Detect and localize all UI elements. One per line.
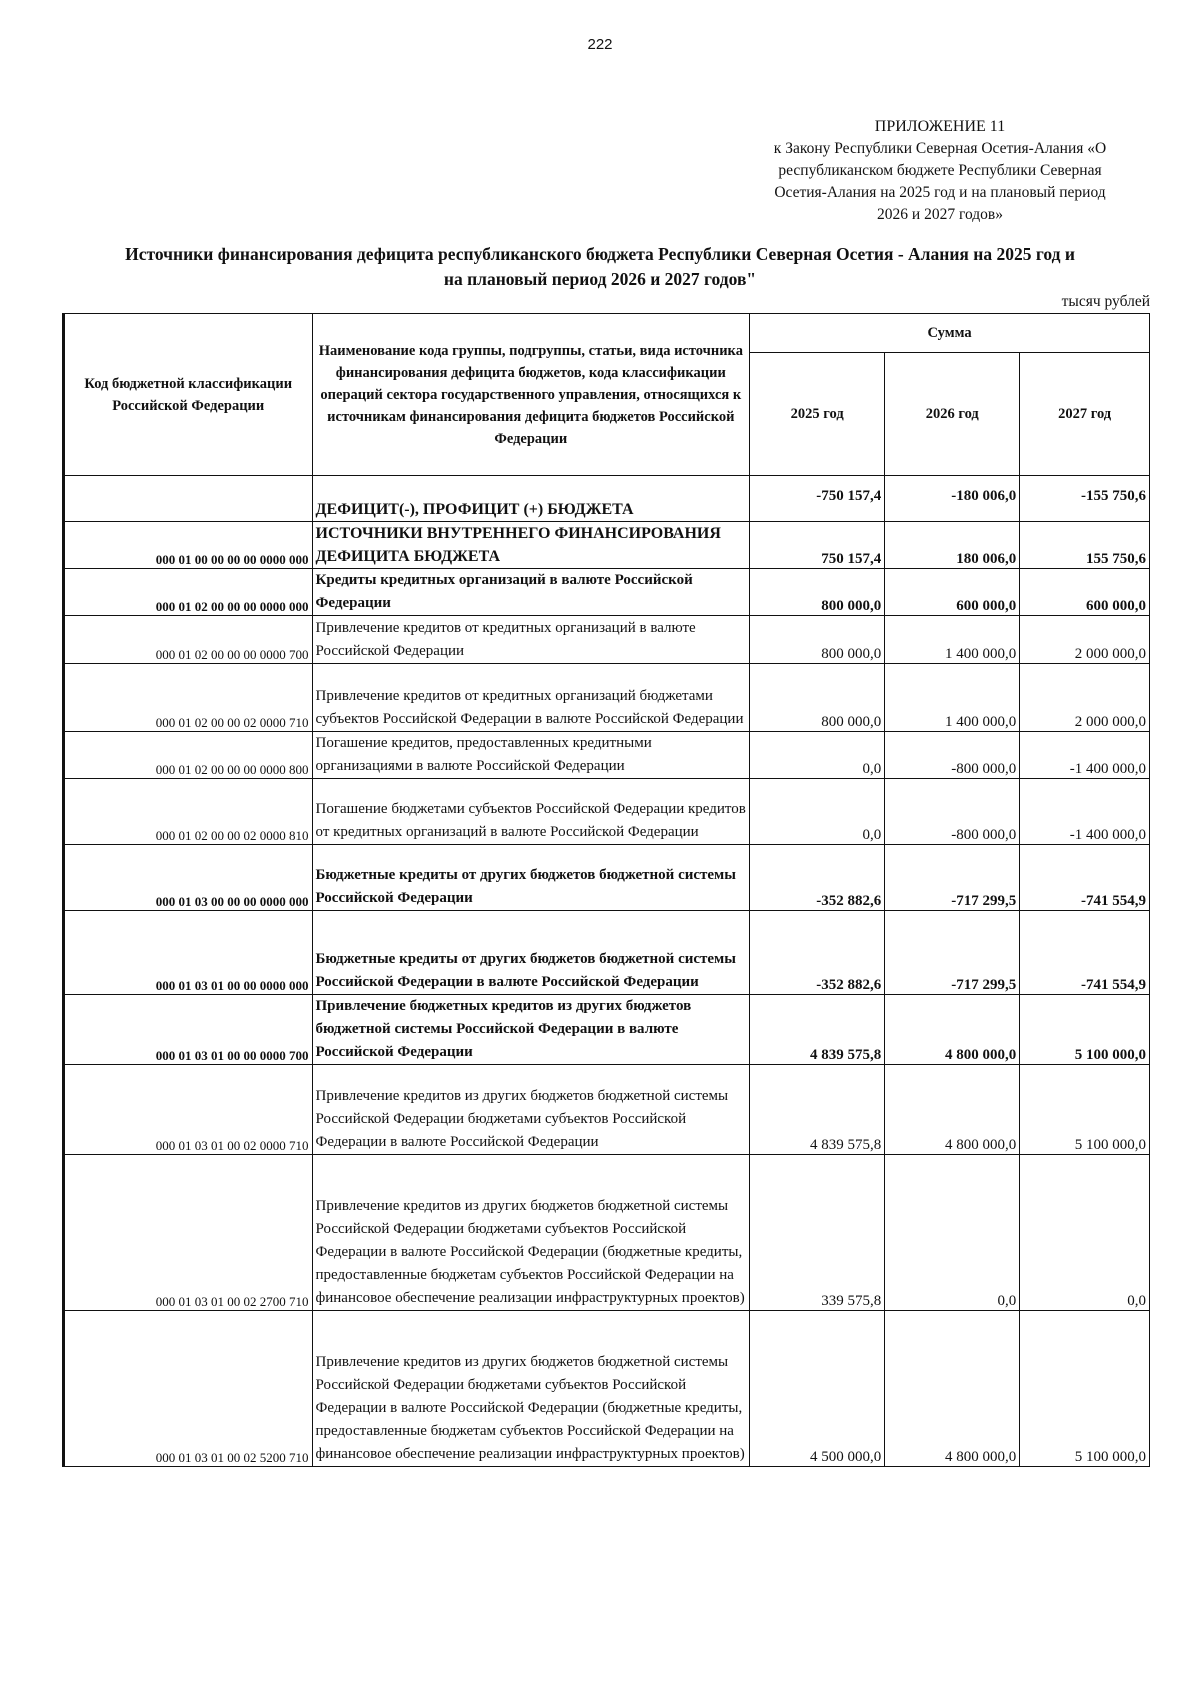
cell-2026: -717 299,5 (885, 845, 1020, 911)
cell-2027: -741 554,9 (1020, 845, 1150, 911)
appendix-line: республиканском бюджете Республики Северная (778, 162, 1102, 179)
appendix-line: к Закону Республики Северная Осетия-Алания «О (773, 140, 1107, 157)
cell-2026: 4 800 000,0 (885, 1311, 1020, 1467)
cell-name: Привлечение кредитов от кредитных организаций бюджетами субъектов Российской Федерации в валюте Российской Федерации (312, 664, 750, 732)
table-row (64, 845, 1150, 911)
table-row (64, 664, 1150, 732)
table-row (64, 476, 1150, 522)
cell-name: Привлечение кредитов из других бюджетов бюджетной системы Российской Федерации бюджетами субъектов Российской Федерации в валюте Российской Федерации (бюджетные кредиты, предоставленные бюджетам субъектов Российской Федерации на финансовое обеспечение реализации инфраструктурных проектов) (312, 1311, 750, 1467)
cell-name: Привлечение кредитов из других бюджетов бюджетной системы Российской Федерации бюджетами субъектов Российской Федерации в валюте Российской Федерации (312, 1065, 750, 1155)
cell-code: 000 01 03 00 00 00 0000 000 (64, 845, 313, 911)
table-row (64, 569, 1150, 616)
appendix-line: 2026 и 2027 годов» (877, 206, 1003, 223)
cell-code: 000 01 02 00 00 00 0000 000 (64, 569, 313, 616)
header-name: Наименование кода группы, подгруппы, статьи, вида источника финансирования дефицита бюджетов, кода классификации операций сектора государственного управления, относящихся к источникам финансирования дефицита бюджетов Российской Федерации (312, 314, 750, 476)
cell-name: Бюджетные кредиты от других бюджетов бюджетной системы Российской Федерации в валюте Российской Федерации (312, 911, 750, 995)
cell-name: Погашение кредитов, предоставленных кредитными организациями в валюте Российской Федерации (312, 732, 750, 779)
table-row (64, 1311, 1150, 1467)
cell-2027: 5 100 000,0 (1020, 995, 1150, 1065)
cell-2025: 339 575,8 (750, 1155, 885, 1311)
cell-code: 000 01 03 01 00 02 0000 710 (64, 1065, 313, 1155)
header-sum: Сумма (750, 314, 1150, 353)
table-row (64, 616, 1150, 664)
header-year: 2027 год (1020, 353, 1150, 476)
cell-name: Кредиты кредитных организаций в валюте Российской Федерации (312, 569, 750, 616)
title-line: Источники финансирования дефицита республиканского бюджета Республики Северная Осетия - Алания на 2025 год и (125, 244, 1075, 264)
cell-code: 000 01 02 00 00 00 0000 700 (64, 616, 313, 664)
financing-sources-table (62, 313, 1150, 1467)
appendix-block (740, 116, 1140, 226)
cell-2026: 600 000,0 (885, 569, 1020, 616)
cell-name: ДЕФИЦИТ(-), ПРОФИЦИТ (+) БЮДЖЕТА (312, 476, 750, 522)
table-row (64, 1065, 1150, 1155)
cell-2027: -1 400 000,0 (1020, 732, 1150, 779)
cell-2025: 0,0 (750, 732, 885, 779)
cell-name: Привлечение бюджетных кредитов из других бюджетов бюджетной системы Российской Федерации в валюте Российской Федерации (312, 995, 750, 1065)
cell-2026: 180 006,0 (885, 522, 1020, 569)
table-row (64, 911, 1150, 995)
document-title (60, 242, 1140, 292)
cell-2025: 0,0 (750, 779, 885, 845)
cell-2027: -1 400 000,0 (1020, 779, 1150, 845)
cell-2025: 750 157,4 (750, 522, 885, 569)
cell-name: Бюджетные кредиты от других бюджетов бюджетной системы Российской Федерации (312, 845, 750, 911)
header-year: 2025 год (750, 353, 885, 476)
cell-2025: 800 000,0 (750, 616, 885, 664)
cell-name: ИСТОЧНИКИ ВНУТРЕННЕГО ФИНАНСИРОВАНИЯ ДЕФИЦИТА БЮДЖЕТА (312, 522, 750, 569)
cell-2025: -352 882,6 (750, 911, 885, 995)
cell-2027: 2 000 000,0 (1020, 664, 1150, 732)
appendix-line: Осетия-Алания на 2025 год и на плановый период (774, 184, 1106, 201)
cell-name: Привлечение кредитов из других бюджетов бюджетной системы Российской Федерации бюджетами субъектов Российской Федерации в валюте Российской Федерации (бюджетные кредиты, предоставленные бюджетам субъектов Российской Федерации на финансовое обеспечение реализации инфраструктурных проектов) (312, 1155, 750, 1311)
cell-2026: -180 006,0 (885, 476, 1020, 522)
cell-2025: -750 157,4 (750, 476, 885, 522)
header-year: 2026 год (885, 353, 1020, 476)
cell-2026: 4 800 000,0 (885, 995, 1020, 1065)
cell-2027: 2 000 000,0 (1020, 616, 1150, 664)
cell-2025: 800 000,0 (750, 569, 885, 616)
header-code: Код бюджетной классификации Российской Федерации (64, 314, 313, 476)
cell-code: 000 01 02 00 00 02 0000 810 (64, 779, 313, 845)
table-row (64, 1155, 1150, 1311)
cell-name: Погашение бюджетами субъектов Российской Федерации кредитов от кредитных организаций в валюте Российской Федерации (312, 779, 750, 845)
cell-code: 000 01 03 01 00 00 0000 000 (64, 911, 313, 995)
cell-2026: 4 800 000,0 (885, 1065, 1020, 1155)
cell-2027: -741 554,9 (1020, 911, 1150, 995)
cell-code: 000 01 03 01 00 02 2700 710 (64, 1155, 313, 1311)
cell-2027: 0,0 (1020, 1155, 1150, 1311)
cell-2025: 800 000,0 (750, 664, 885, 732)
cell-2027: 5 100 000,0 (1020, 1065, 1150, 1155)
cell-name: Привлечение кредитов от кредитных организаций в валюте Российской Федерации (312, 616, 750, 664)
cell-2027: 155 750,6 (1020, 522, 1150, 569)
cell-2026: -717 299,5 (885, 911, 1020, 995)
cell-code: 000 01 00 00 00 00 0000 000 (64, 522, 313, 569)
cell-2025: -352 882,6 (750, 845, 885, 911)
cell-2026: 0,0 (885, 1155, 1020, 1311)
table-row (64, 995, 1150, 1065)
cell-2026: 1 400 000,0 (885, 616, 1020, 664)
cell-2026: 1 400 000,0 (885, 664, 1020, 732)
cell-2027: 5 100 000,0 (1020, 1311, 1150, 1467)
cell-2027: -155 750,6 (1020, 476, 1150, 522)
table-row (64, 779, 1150, 845)
cell-code: 000 01 02 00 00 02 0000 710 (64, 664, 313, 732)
cell-2027: 600 000,0 (1020, 569, 1150, 616)
page-number: 222 (587, 36, 613, 53)
units-label: тысяч рублей (1061, 293, 1150, 310)
table-row (64, 732, 1150, 779)
cell-code: 000 01 03 01 00 02 5200 710 (64, 1311, 313, 1467)
table-row (64, 522, 1150, 569)
appendix-heading: ПРИЛОЖЕНИЕ 11 (874, 118, 1006, 135)
cell-2025: 4 500 000,0 (750, 1311, 885, 1467)
cell-2026: -800 000,0 (885, 732, 1020, 779)
cell-2025: 4 839 575,8 (750, 1065, 885, 1155)
cell-2026: -800 000,0 (885, 779, 1020, 845)
cell-code (64, 476, 313, 522)
cell-code: 000 01 02 00 00 00 0000 800 (64, 732, 313, 779)
title-line: на плановый период 2026 и 2027 годов" (443, 269, 757, 289)
cell-code: 000 01 03 01 00 00 0000 700 (64, 995, 313, 1065)
cell-2025: 4 839 575,8 (750, 995, 885, 1065)
